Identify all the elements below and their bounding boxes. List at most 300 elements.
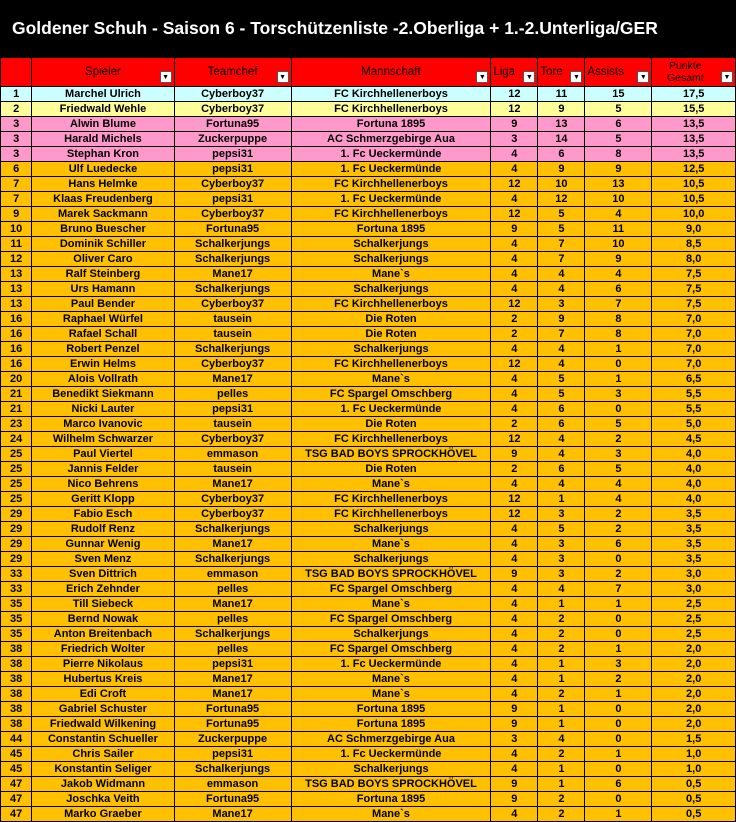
rank-cell[interactable]: 20	[1, 372, 32, 387]
assists-cell[interactable]: 0	[585, 552, 652, 567]
goals-cell[interactable]: 5	[538, 522, 585, 537]
goals-cell[interactable]: 3	[538, 297, 585, 312]
goals-cell[interactable]: 1	[538, 702, 585, 717]
team-cell[interactable]: Mane`s	[291, 267, 491, 282]
rank-cell[interactable]: 29	[1, 522, 32, 537]
team-cell[interactable]: Schalkerjungs	[291, 627, 491, 642]
points-cell[interactable]: 7,5	[652, 267, 736, 282]
coach-cell[interactable]: Mane17	[174, 372, 291, 387]
assists-cell[interactable]: 4	[585, 492, 652, 507]
team-cell[interactable]: TSG BAD BOYS SPROCKHÖVEL	[291, 447, 491, 462]
player-cell[interactable]: Erwin Helms	[32, 357, 174, 372]
player-cell[interactable]: Fabio Esch	[32, 507, 174, 522]
assists-cell[interactable]: 0	[585, 612, 652, 627]
points-cell[interactable]: 17,5	[652, 87, 736, 102]
player-cell[interactable]: Hans Helmke	[32, 177, 174, 192]
rank-cell[interactable]: 9	[1, 207, 32, 222]
assists-cell[interactable]: 8	[585, 147, 652, 162]
rank-cell[interactable]: 1	[1, 87, 32, 102]
goals-cell[interactable]: 12	[538, 192, 585, 207]
goals-cell[interactable]: 4	[538, 477, 585, 492]
filter-dropdown-icon[interactable]: ▼	[476, 71, 488, 83]
rank-cell[interactable]: 24	[1, 432, 32, 447]
assists-cell[interactable]: 1	[585, 342, 652, 357]
coach-cell[interactable]: pepsi31	[174, 162, 291, 177]
goals-cell[interactable]: 1	[538, 672, 585, 687]
goals-cell[interactable]: 6	[538, 417, 585, 432]
coach-cell[interactable]: Cyberboy37	[174, 507, 291, 522]
rank-cell[interactable]: 10	[1, 222, 32, 237]
coach-cell[interactable]: emmason	[174, 447, 291, 462]
rank-cell[interactable]: 13	[1, 267, 32, 282]
points-cell[interactable]: 4,0	[652, 447, 736, 462]
points-cell[interactable]: 5,5	[652, 387, 736, 402]
assists-cell[interactable]: 9	[585, 162, 652, 177]
coach-cell[interactable]: pepsi31	[174, 657, 291, 672]
points-cell[interactable]: 8,0	[652, 252, 736, 267]
coach-cell[interactable]: Mane17	[174, 687, 291, 702]
goals-cell[interactable]: 7	[538, 252, 585, 267]
rank-cell[interactable]: 38	[1, 687, 32, 702]
assists-cell[interactable]: 0	[585, 627, 652, 642]
rank-cell[interactable]: 16	[1, 312, 32, 327]
assists-cell[interactable]: 4	[585, 267, 652, 282]
coach-cell[interactable]: Mane17	[174, 807, 291, 822]
rank-cell[interactable]: 29	[1, 552, 32, 567]
coach-cell[interactable]: Fortuna95	[174, 222, 291, 237]
coach-cell[interactable]: Zuckerpuppe	[174, 132, 291, 147]
filter-dropdown-icon[interactable]: ▼	[637, 71, 649, 83]
player-cell[interactable]: Nicki Lauter	[32, 402, 174, 417]
player-cell[interactable]: Alwin Blume	[32, 117, 174, 132]
assists-cell[interactable]: 15	[585, 87, 652, 102]
team-cell[interactable]: FC Spargel Omschberg	[291, 612, 491, 627]
coach-cell[interactable]: pelles	[174, 642, 291, 657]
coach-cell[interactable]: Cyberboy37	[174, 207, 291, 222]
player-cell[interactable]: Constantin Schueller	[32, 732, 174, 747]
player-cell[interactable]: Ulf Luedecke	[32, 162, 174, 177]
player-cell[interactable]: Robert Penzel	[32, 342, 174, 357]
rank-cell[interactable]: 25	[1, 462, 32, 477]
points-cell[interactable]: 10,5	[652, 177, 736, 192]
rank-cell[interactable]: 7	[1, 177, 32, 192]
assists-cell[interactable]: 4	[585, 477, 652, 492]
points-cell[interactable]: 0,5	[652, 792, 736, 807]
rank-cell[interactable]: 47	[1, 777, 32, 792]
player-cell[interactable]: Marko Graeber	[32, 807, 174, 822]
team-cell[interactable]: 1. Fc Ueckermünde	[291, 657, 491, 672]
points-cell[interactable]: 3,5	[652, 552, 736, 567]
assists-cell[interactable]: 4	[585, 207, 652, 222]
team-cell[interactable]: 1. Fc Ueckermünde	[291, 747, 491, 762]
assists-cell[interactable]: 1	[585, 747, 652, 762]
player-cell[interactable]: Paul Bender	[32, 297, 174, 312]
goals-cell[interactable]: 4	[538, 432, 585, 447]
goals-cell[interactable]: 6	[538, 462, 585, 477]
coach-cell[interactable]: Fortuna95	[174, 792, 291, 807]
league-cell[interactable]: 4	[491, 387, 538, 402]
rank-cell[interactable]: 21	[1, 402, 32, 417]
player-cell[interactable]: Paul Viertel	[32, 447, 174, 462]
points-cell[interactable]: 15,5	[652, 102, 736, 117]
coach-cell[interactable]: tausein	[174, 462, 291, 477]
goals-cell[interactable]: 9	[538, 312, 585, 327]
goals-cell[interactable]: 2	[538, 612, 585, 627]
player-cell[interactable]: Pierre Nikolaus	[32, 657, 174, 672]
player-cell[interactable]: Friedrich Wolter	[32, 642, 174, 657]
points-cell[interactable]: 5,0	[652, 417, 736, 432]
assists-cell[interactable]: 7	[585, 297, 652, 312]
league-cell[interactable]: 12	[491, 207, 538, 222]
goals-cell[interactable]: 1	[538, 657, 585, 672]
team-cell[interactable]: 1. Fc Ueckermünde	[291, 402, 491, 417]
team-cell[interactable]: Fortuna 1895	[291, 222, 491, 237]
points-cell[interactable]: 4,0	[652, 462, 736, 477]
assists-cell[interactable]: 5	[585, 132, 652, 147]
team-cell[interactable]: Die Roten	[291, 417, 491, 432]
goals-cell[interactable]: 1	[538, 597, 585, 612]
coach-cell[interactable]: Cyberboy37	[174, 177, 291, 192]
points-cell[interactable]: 2,0	[652, 702, 736, 717]
goals-cell[interactable]: 4	[538, 447, 585, 462]
player-cell[interactable]: Rafael Schall	[32, 327, 174, 342]
league-cell[interactable]: 12	[491, 507, 538, 522]
player-cell[interactable]: Wilhelm Schwarzer	[32, 432, 174, 447]
team-cell[interactable]: Mane`s	[291, 537, 491, 552]
coach-cell[interactable]: Cyberboy37	[174, 357, 291, 372]
points-cell[interactable]: 2,0	[652, 672, 736, 687]
goals-cell[interactable]: 5	[538, 372, 585, 387]
league-cell[interactable]: 2	[491, 462, 538, 477]
team-cell[interactable]: Mane`s	[291, 372, 491, 387]
coach-cell[interactable]: Cyberboy37	[174, 492, 291, 507]
league-cell[interactable]: 9	[491, 702, 538, 717]
coach-cell[interactable]: pepsi31	[174, 747, 291, 762]
points-cell[interactable]: 0,5	[652, 807, 736, 822]
assists-cell[interactable]: 5	[585, 417, 652, 432]
team-cell[interactable]: FC Kirchhellenerboys	[291, 357, 491, 372]
player-cell[interactable]: Marchel Ulrich	[32, 87, 174, 102]
goals-cell[interactable]: 3	[538, 507, 585, 522]
coach-cell[interactable]: Cyberboy37	[174, 432, 291, 447]
team-cell[interactable]: Mane`s	[291, 807, 491, 822]
team-cell[interactable]: Die Roten	[291, 312, 491, 327]
assists-cell[interactable]: 1	[585, 642, 652, 657]
player-cell[interactable]: Marek Sackmann	[32, 207, 174, 222]
league-cell[interactable]: 4	[491, 147, 538, 162]
assists-cell[interactable]: 1	[585, 597, 652, 612]
coach-cell[interactable]: Zuckerpuppe	[174, 732, 291, 747]
league-cell[interactable]: 4	[491, 672, 538, 687]
team-cell[interactable]: FC Spargel Omschberg	[291, 387, 491, 402]
coach-cell[interactable]: Schalkerjungs	[174, 522, 291, 537]
points-cell[interactable]: 6,5	[652, 372, 736, 387]
goals-cell[interactable]: 4	[538, 267, 585, 282]
assists-cell[interactable]: 3	[585, 657, 652, 672]
league-cell[interactable]: 4	[491, 162, 538, 177]
points-cell[interactable]: 7,5	[652, 282, 736, 297]
rank-cell[interactable]: 38	[1, 672, 32, 687]
player-cell[interactable]: Benedikt Siekmann	[32, 387, 174, 402]
rank-cell[interactable]: 16	[1, 357, 32, 372]
assists-cell[interactable]: 9	[585, 252, 652, 267]
goals-cell[interactable]: 6	[538, 147, 585, 162]
rank-cell[interactable]: 38	[1, 657, 32, 672]
team-cell[interactable]: Schalkerjungs	[291, 522, 491, 537]
goals-cell[interactable]: 9	[538, 162, 585, 177]
player-cell[interactable]: Edi Croft	[32, 687, 174, 702]
goals-cell[interactable]: 4	[538, 357, 585, 372]
player-cell[interactable]: Klaas Freudenberg	[32, 192, 174, 207]
goals-cell[interactable]: 13	[538, 117, 585, 132]
team-cell[interactable]: FC Kirchhellenerboys	[291, 102, 491, 117]
goals-cell[interactable]: 2	[538, 627, 585, 642]
league-cell[interactable]: 4	[491, 747, 538, 762]
rank-cell[interactable]: 2	[1, 102, 32, 117]
points-cell[interactable]: 2,0	[652, 717, 736, 732]
rank-cell[interactable]: 11	[1, 237, 32, 252]
points-cell[interactable]: 10,5	[652, 192, 736, 207]
team-cell[interactable]: Fortuna 1895	[291, 717, 491, 732]
assists-cell[interactable]: 5	[585, 102, 652, 117]
points-cell[interactable]: 1,0	[652, 747, 736, 762]
team-cell[interactable]: Schalkerjungs	[291, 282, 491, 297]
points-cell[interactable]: 2,5	[652, 612, 736, 627]
coach-cell[interactable]: Cyberboy37	[174, 297, 291, 312]
league-cell[interactable]: 12	[491, 357, 538, 372]
filter-dropdown-icon[interactable]: ▼	[721, 71, 733, 83]
assists-cell[interactable]: 2	[585, 507, 652, 522]
team-cell[interactable]: TSG BAD BOYS SPROCKHÖVEL	[291, 777, 491, 792]
coach-cell[interactable]: pelles	[174, 582, 291, 597]
coach-cell[interactable]: Schalkerjungs	[174, 252, 291, 267]
coach-cell[interactable]: Schalkerjungs	[174, 627, 291, 642]
points-cell[interactable]: 5,5	[652, 402, 736, 417]
player-cell[interactable]: Jakob Widmann	[32, 777, 174, 792]
goals-cell[interactable]: 5	[538, 222, 585, 237]
assists-cell[interactable]: 8	[585, 327, 652, 342]
rank-cell[interactable]: 3	[1, 117, 32, 132]
player-cell[interactable]: Gunnar Wenig	[32, 537, 174, 552]
assists-cell[interactable]: 10	[585, 192, 652, 207]
assists-cell[interactable]: 3	[585, 387, 652, 402]
points-cell[interactable]: 10,0	[652, 207, 736, 222]
team-cell[interactable]: Die Roten	[291, 462, 491, 477]
player-cell[interactable]: Geritt Klopp	[32, 492, 174, 507]
team-cell[interactable]: Fortuna 1895	[291, 702, 491, 717]
coach-cell[interactable]: emmason	[174, 567, 291, 582]
team-cell[interactable]: Mane`s	[291, 672, 491, 687]
filter-dropdown-icon[interactable]: ▼	[277, 71, 289, 83]
goals-cell[interactable]: 2	[538, 747, 585, 762]
coach-cell[interactable]: Fortuna95	[174, 117, 291, 132]
points-cell[interactable]: 2,5	[652, 627, 736, 642]
filter-dropdown-icon[interactable]: ▼	[523, 71, 535, 83]
league-cell[interactable]: 12	[491, 432, 538, 447]
points-cell[interactable]: 13,5	[652, 147, 736, 162]
points-cell[interactable]: 4,5	[652, 432, 736, 447]
league-cell[interactable]: 3	[491, 132, 538, 147]
team-cell[interactable]: Fortuna 1895	[291, 117, 491, 132]
assists-cell[interactable]: 6	[585, 537, 652, 552]
league-cell[interactable]: 12	[491, 87, 538, 102]
goals-cell[interactable]: 1	[538, 717, 585, 732]
player-cell[interactable]: Erich Zehnder	[32, 582, 174, 597]
player-cell[interactable]: Bruno Buescher	[32, 222, 174, 237]
goals-cell[interactable]: 7	[538, 237, 585, 252]
coach-cell[interactable]: tausein	[174, 417, 291, 432]
player-cell[interactable]: Anton Breitenbach	[32, 627, 174, 642]
player-cell[interactable]: Raphael Würfel	[32, 312, 174, 327]
coach-cell[interactable]: pepsi31	[174, 402, 291, 417]
team-cell[interactable]: Schalkerjungs	[291, 237, 491, 252]
points-cell[interactable]: 7,0	[652, 357, 736, 372]
team-cell[interactable]: FC Kirchhellenerboys	[291, 507, 491, 522]
points-cell[interactable]: 7,0	[652, 327, 736, 342]
player-cell[interactable]: Urs Hamann	[32, 282, 174, 297]
team-cell[interactable]: 1. Fc Ueckermünde	[291, 147, 491, 162]
assists-cell[interactable]: 13	[585, 177, 652, 192]
player-cell[interactable]: Friedwald Wilkening	[32, 717, 174, 732]
coach-cell[interactable]: pelles	[174, 387, 291, 402]
team-cell[interactable]: FC Spargel Omschberg	[291, 642, 491, 657]
team-cell[interactable]: AC Schmerzgebirge Aua	[291, 132, 491, 147]
team-cell[interactable]: Mane`s	[291, 477, 491, 492]
goals-cell[interactable]: 9	[538, 102, 585, 117]
goals-cell[interactable]: 3	[538, 552, 585, 567]
assists-cell[interactable]: 7	[585, 582, 652, 597]
goals-cell[interactable]: 4	[538, 342, 585, 357]
player-cell[interactable]: Sven Dittrich	[32, 567, 174, 582]
player-cell[interactable]: Harald Michels	[32, 132, 174, 147]
coach-cell[interactable]: Fortuna95	[174, 717, 291, 732]
coach-cell[interactable]: Mane17	[174, 477, 291, 492]
goals-cell[interactable]: 1	[538, 492, 585, 507]
points-cell[interactable]: 1,5	[652, 732, 736, 747]
team-cell[interactable]: Schalkerjungs	[291, 552, 491, 567]
assists-cell[interactable]: 0	[585, 402, 652, 417]
player-cell[interactable]: Chris Sailer	[32, 747, 174, 762]
rank-cell[interactable]: 45	[1, 762, 32, 777]
league-cell[interactable]: 12	[491, 297, 538, 312]
league-cell[interactable]: 4	[491, 597, 538, 612]
assists-cell[interactable]: 1	[585, 687, 652, 702]
assists-cell[interactable]: 2	[585, 432, 652, 447]
points-cell[interactable]: 2,0	[652, 687, 736, 702]
league-cell[interactable]: 4	[491, 537, 538, 552]
goals-cell[interactable]: 3	[538, 567, 585, 582]
player-cell[interactable]: Till Siebeck	[32, 597, 174, 612]
points-cell[interactable]: 2,0	[652, 657, 736, 672]
player-cell[interactable]: Sven Menz	[32, 552, 174, 567]
assists-cell[interactable]: 8	[585, 312, 652, 327]
team-cell[interactable]: Die Roten	[291, 327, 491, 342]
coach-cell[interactable]: tausein	[174, 327, 291, 342]
rank-cell[interactable]: 13	[1, 282, 32, 297]
rank-cell[interactable]: 47	[1, 792, 32, 807]
rank-cell[interactable]: 23	[1, 417, 32, 432]
points-cell[interactable]: 13,5	[652, 117, 736, 132]
coach-cell[interactable]: Schalkerjungs	[174, 762, 291, 777]
rank-cell[interactable]: 29	[1, 507, 32, 522]
goals-cell[interactable]: 7	[538, 327, 585, 342]
player-cell[interactable]: Joschka Veith	[32, 792, 174, 807]
league-cell[interactable]: 4	[491, 282, 538, 297]
league-cell[interactable]: 4	[491, 267, 538, 282]
player-cell[interactable]: Nico Behrens	[32, 477, 174, 492]
goals-cell[interactable]: 11	[538, 87, 585, 102]
team-cell[interactable]: Mane`s	[291, 597, 491, 612]
rank-cell[interactable]: 16	[1, 327, 32, 342]
assists-cell[interactable]: 0	[585, 717, 652, 732]
points-cell[interactable]: 4,0	[652, 492, 736, 507]
points-cell[interactable]: 4,0	[652, 477, 736, 492]
rank-cell[interactable]: 33	[1, 582, 32, 597]
assists-cell[interactable]: 5	[585, 462, 652, 477]
team-cell[interactable]: FC Kirchhellenerboys	[291, 207, 491, 222]
rank-cell[interactable]: 6	[1, 162, 32, 177]
league-cell[interactable]: 12	[491, 177, 538, 192]
rank-cell[interactable]: 38	[1, 717, 32, 732]
rank-cell[interactable]: 7	[1, 192, 32, 207]
filter-dropdown-icon[interactable]: ▼	[570, 71, 582, 83]
team-cell[interactable]: Mane`s	[291, 687, 491, 702]
rank-cell[interactable]: 25	[1, 447, 32, 462]
points-cell[interactable]: 9,0	[652, 222, 736, 237]
assists-cell[interactable]: 1	[585, 807, 652, 822]
assists-cell[interactable]: 3	[585, 447, 652, 462]
goals-cell[interactable]: 1	[538, 762, 585, 777]
rank-cell[interactable]: 25	[1, 492, 32, 507]
league-cell[interactable]: 4	[491, 477, 538, 492]
coach-cell[interactable]: emmason	[174, 777, 291, 792]
team-cell[interactable]: Schalkerjungs	[291, 762, 491, 777]
league-cell[interactable]: 4	[491, 627, 538, 642]
points-cell[interactable]: 3,0	[652, 582, 736, 597]
assists-cell[interactable]: 6	[585, 117, 652, 132]
league-cell[interactable]: 4	[491, 612, 538, 627]
rank-cell[interactable]: 38	[1, 702, 32, 717]
team-cell[interactable]: Schalkerjungs	[291, 342, 491, 357]
league-cell[interactable]: 4	[491, 582, 538, 597]
league-cell[interactable]: 2	[491, 312, 538, 327]
coach-cell[interactable]: Mane17	[174, 672, 291, 687]
points-cell[interactable]: 3,5	[652, 537, 736, 552]
assists-cell[interactable]: 10	[585, 237, 652, 252]
goals-cell[interactable]: 4	[538, 582, 585, 597]
player-cell[interactable]: Bernd Nowak	[32, 612, 174, 627]
league-cell[interactable]: 4	[491, 807, 538, 822]
coach-cell[interactable]: Schalkerjungs	[174, 237, 291, 252]
league-cell[interactable]: 4	[491, 657, 538, 672]
team-cell[interactable]: 1. Fc Ueckermünde	[291, 162, 491, 177]
coach-cell[interactable]: Schalkerjungs	[174, 342, 291, 357]
points-cell[interactable]: 7,0	[652, 312, 736, 327]
points-cell[interactable]: 8,5	[652, 237, 736, 252]
coach-cell[interactable]: tausein	[174, 312, 291, 327]
coach-cell[interactable]: pepsi31	[174, 192, 291, 207]
rank-cell[interactable]: 44	[1, 732, 32, 747]
team-cell[interactable]: FC Kirchhellenerboys	[291, 87, 491, 102]
points-cell[interactable]: 3,5	[652, 507, 736, 522]
coach-cell[interactable]: pepsi31	[174, 147, 291, 162]
goals-cell[interactable]: 2	[538, 687, 585, 702]
league-cell[interactable]: 9	[491, 717, 538, 732]
league-cell[interactable]: 4	[491, 762, 538, 777]
points-cell[interactable]: 2,0	[652, 642, 736, 657]
points-cell[interactable]: 13,5	[652, 132, 736, 147]
rank-cell[interactable]: 29	[1, 537, 32, 552]
